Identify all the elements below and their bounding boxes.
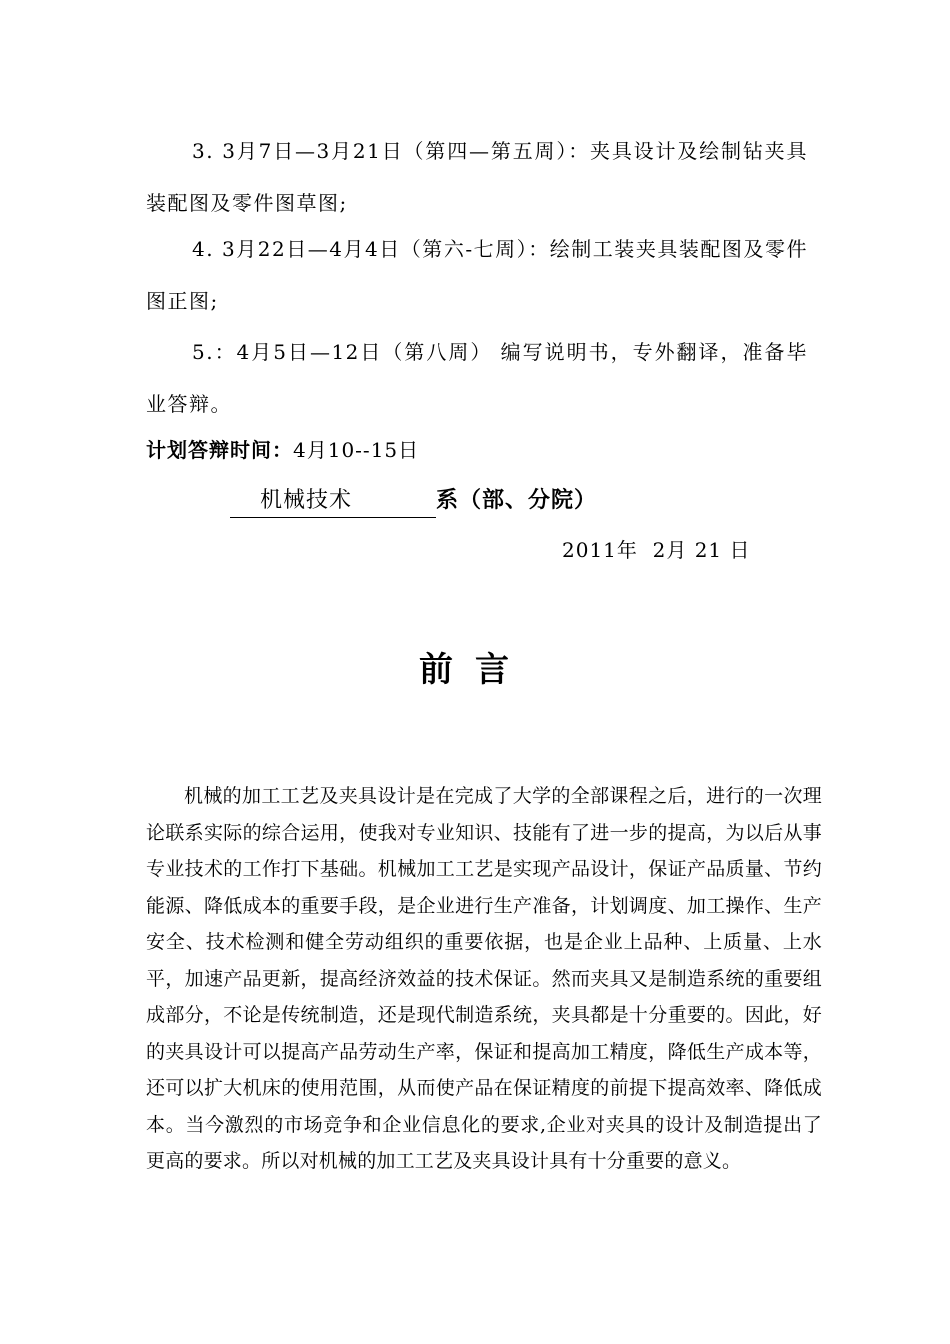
defense-plan <box>146 430 419 471</box>
section-heading: 前言 <box>419 650 531 690</box>
signature-date: 2011年 2月 21 日 <box>562 538 751 562</box>
schedule-item: 4. 3月22日—4月4日（第六-七周）：绘制工装夹具装配图及零件图正图; <box>146 237 808 313</box>
defense-plan-value: 4月10--15日 <box>293 438 420 462</box>
preface-paragraph: 机械的加工工艺及夹具设计是在完成了大学的全部课程之后，进行的一次理论联系实际的综合运用，使我对专业知识、技能有了进一步的提高，为以后从事专业技术的工作打下基础。机械加工工艺是实现产品设计，保证产品质量、节约能源、降低成本的重要手段，是企业进行生产准备，计划调度、加工操作、生产安全、技术检测和健全劳动组织的重要依据，也是企业上品种、上质量、上水平，加速产品更新，提高经济效益的技术保证。然而夹具又是制造系统的重要组成部分，不论是传统制造，还是现代制造系统，夹具都是十分重要的。因此，好的夹具设计可以提高产品劳动生产率，保证和提高加工精度，降低生产成本等，还可以扩大机床的使用范围，从而使产品在保证精度的前提下提高效率、降低成本。当今激烈的市场竞争和企业信息化的要求,企业对夹具的设计及制造提出了更高的要求。所以对机械的加工工艺及夹具设计具有十分重要的意义。 <box>146 785 822 1172</box>
defense-plan-label: 计划答辩时间： <box>146 438 293 462</box>
schedule-item: 3. 3月7日—3月21日（第四—第五周）：夹具设计及绘制钻夹具装配图及零件图草图; <box>146 139 808 215</box>
department-suffix: 系（部、分院） <box>436 488 598 513</box>
schedule-item: 5.：4月5日—12日（第八周） 编写说明书，专外翻译，准备毕业答辩。 <box>146 340 808 416</box>
department-line <box>230 480 597 521</box>
department-name: 机械技术 <box>230 485 436 518</box>
